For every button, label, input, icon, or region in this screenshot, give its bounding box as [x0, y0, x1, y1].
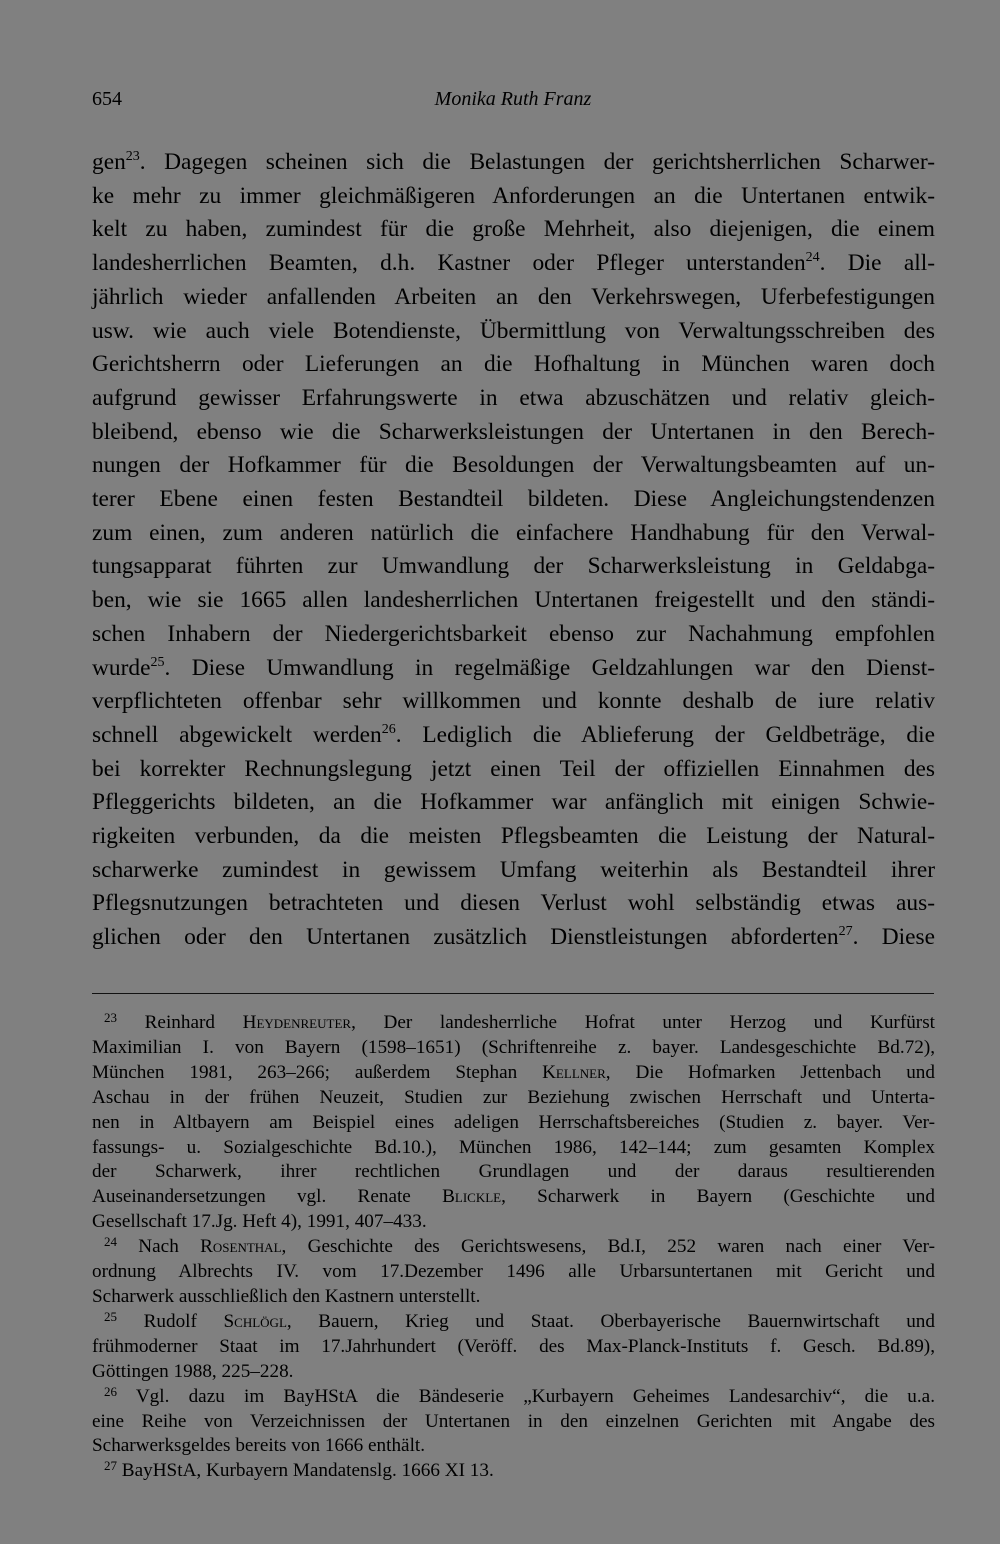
footnote-line — [92, 1185, 935, 1210]
footnote-line — [92, 1210, 935, 1235]
page-header — [92, 88, 934, 118]
footnote-number: 27 — [104, 1458, 117, 1474]
footnote-ref: 26 — [381, 721, 396, 737]
body-line: terer Ebene einen festen Bestandteil bildeten. Diese Angleichungstendenzen — [92, 486, 935, 513]
footnote-text: München 1981, 263–266; außerdem Stephan — [92, 1061, 543, 1083]
body-line: tungsapparat führten zur Umwandlung der Scharwerksleistung in Geldabga- — [92, 553, 935, 580]
footnote-line — [92, 1235, 935, 1260]
footnote-ref: 23 — [125, 149, 140, 164]
footnote-line — [92, 1434, 935, 1459]
footnote-text: , Geschichte des Gerichtswesens, Bd.I, 252 waren nach einer Ver- — [281, 1236, 936, 1258]
body-line — [92, 146, 935, 180]
footnote-text: Scharwerk ausschließlich den Kastnern unterstellt. — [92, 1285, 481, 1307]
body-text: glichen oder den Untertanen zusätzlich Dienstleistungen abforderten — [92, 924, 839, 951]
footnote-text: Gesellschaft 17.Jg. Heft 4), 1991, 407–433. — [92, 1211, 427, 1233]
footnote-text: Aschau in der frühen Neuzeit, Studien zur Beziehung zwischen Herrschaft und Unterta- — [92, 1086, 935, 1108]
body-line: bei korrekter Rechnungslegung jetzt einen Teil der offiziellen Einnahmen des — [92, 755, 935, 782]
footnote-number: 23 — [104, 1010, 117, 1025]
body-line: zum einen, zum anderen natürlich die einfachere Handhabung für den Verwal- — [92, 519, 935, 546]
body-line: verpflichteten offenbar sehr willkommen und konnte deshalb de iure relativ — [92, 688, 935, 715]
footnote-text: , Bauern, Krieg und Staat. Oberbayerische Bauernwirtschaft und — [286, 1310, 935, 1332]
body-text: gen — [92, 149, 126, 175]
body-line: schen Inhabern der Niedergerichtsbarkeit ebenso zur Nachahmung empfohlen — [92, 620, 935, 647]
author-name: Heydenreuter — [242, 1012, 352, 1033]
body-line: scharwerke zumindest in gewissem Umfang weiterhin als Bestandteil ihrer — [92, 856, 935, 883]
footnote-line — [92, 1360, 935, 1385]
footnote-line — [92, 1111, 935, 1136]
footnote-line — [92, 1410, 935, 1435]
running-head: Monika Ruth Franz — [434, 88, 592, 110]
author-name: Blickle — [442, 1186, 502, 1208]
body-line: kelt zu haben, zumindest für die große Mehrheit, also diejenigen, die einem — [92, 216, 935, 243]
page-number: 654 — [92, 88, 122, 110]
footnote-text: , Scharwerk in Bayern (Geschichte und — [501, 1186, 935, 1208]
footnote-text: eine Reihe von Verzeichnissen der Untertanen in den einzelnen Gerichten mit Angabe des — [92, 1410, 935, 1432]
footnote-text: BayHStA, Kurbayern Mandatenslg. 1666 XI 13. — [117, 1460, 494, 1482]
footnote-text: fassungs- u. Sozialgeschichte Bd.10.), München 1986, 142–144; zum gesamten Komplex — [92, 1136, 935, 1158]
body-line: Pflegsnutzungen betrachteten und diesen Verlust wohl selbständig etwas aus- — [92, 890, 935, 917]
body-line — [92, 652, 935, 686]
footnote-text: Maximilian I. von Bayern (1598–1651) (Schriftenreihe z. bayer. Landesgeschichte Bd.72), — [92, 1036, 935, 1058]
footnote-text: Reinhard — [117, 1012, 243, 1033]
body-line: Gerichtsherrn oder Lieferungen an die Hofhaltung in München waren doch — [92, 351, 935, 378]
body-text: . Dagegen scheinen sich die Belastungen der gerichtsherrlichen Scharwer- — [139, 149, 935, 175]
body-text: . Diese — [852, 924, 936, 951]
footnote-line — [92, 1061, 935, 1086]
footnote-text: Göttingen 1988, 225–228. — [92, 1360, 294, 1382]
footnote-line — [92, 1459, 935, 1484]
footnote-text: nen in Altbayern am Beispiel eines adeligen Herrschaftsbereiches (Studien z. bayer. Ver- — [92, 1111, 935, 1133]
footnote-text: Vgl. dazu im BayHStA die Bändeserie „Kurbayern Geheimes Landesarchiv“, die u.a. — [117, 1385, 935, 1407]
footnote-number: 24 — [104, 1234, 117, 1250]
body-text: wurde — [92, 654, 151, 681]
body-text: . Diese Umwandlung in regelmäßige Geldzahlungen war den Dienst- — [164, 654, 935, 681]
body-line: aufgrund gewisser Erfahrungswerte in etwa abzuschätzen und relativ gleich- — [92, 384, 935, 411]
footnote-ref: 27 — [838, 924, 853, 940]
body-text: . Lediglich die Ablieferung der Geldbeträge, die — [395, 721, 935, 748]
body-line: ben, wie sie 1665 allen landesherrlichen Untertanen freigestellt und den ständi- — [92, 587, 935, 614]
footnote-rule — [92, 993, 934, 994]
footnote-ref: 25 — [150, 654, 165, 670]
body-line: nungen der Hofkammer für die Besoldungen der Verwaltungsbeamten auf un- — [92, 452, 935, 479]
footnote-text: Nach — [117, 1236, 201, 1258]
footnote-line — [92, 1335, 935, 1360]
footnote-text: ordnung Albrechts IV. vom 17.Dezember 1496 alle Urbarsuntertanen mit Gericht und — [92, 1261, 935, 1283]
footnote-number: 26 — [104, 1383, 117, 1399]
body-text: schnell abgewickelt werden — [92, 721, 382, 748]
body-text: . Die all- — [819, 250, 935, 277]
footnote-line — [92, 1310, 935, 1335]
footnote-text: frühmoderner Staat im 17.Jahrhundert (Veröff. des Max-Planck-Instituts f. Gesch. Bd.89), — [92, 1335, 935, 1357]
body-line — [92, 247, 935, 281]
footnote-text: Rudolf — [117, 1310, 224, 1332]
footnotes — [92, 1011, 935, 1484]
body-line — [92, 921, 935, 955]
author-name: Rosenthal — [200, 1236, 282, 1258]
footnote-text: Scharwerksgeldes bereits von 1666 enthält. — [92, 1435, 426, 1457]
footnote-text: , Die Hofmarken Jettenbach und — [605, 1061, 935, 1083]
footnote-line — [92, 1011, 935, 1036]
footnote-text: , Der landesherrliche Hofrat unter Herzog und Kurfürst — [351, 1012, 935, 1033]
body-line: bleibend, ebenso wie die Scharwerksleistungen der Untertanen in den Berech- — [92, 418, 935, 445]
footnote-text: Auseinandersetzungen vgl. Renate — [92, 1186, 443, 1208]
footnote-ref: 24 — [805, 250, 820, 266]
author-name: Schlögl — [223, 1310, 287, 1332]
footnote-line — [92, 1385, 935, 1410]
footnote-line — [92, 1036, 935, 1061]
footnote-line — [92, 1160, 935, 1185]
footnote-line — [92, 1285, 935, 1310]
body-line: rigkeiten verbunden, da die meisten Pflegsbeamten die Leistung der Natural- — [92, 823, 935, 850]
footnote-line — [92, 1260, 935, 1285]
author-name: Kellner — [542, 1061, 606, 1083]
footnote-text: der Scharwerk, ihrer rechtlichen Grundlagen und der daraus resultierenden — [92, 1161, 935, 1183]
main-text — [92, 146, 935, 955]
footnote-line — [92, 1136, 935, 1161]
footnote-line — [92, 1086, 935, 1111]
body-line: jährlich wieder anfallenden Arbeiten an den Verkehrswegen, Uferbefestigungen — [92, 283, 935, 310]
body-line: Pfleggerichts bildeten, an die Hofkammer war anfänglich mit einigen Schwie- — [92, 789, 935, 816]
body-line: ke mehr zu immer gleichmäßigeren Anforderungen an die Untertanen entwik- — [92, 182, 935, 209]
footnote-number: 25 — [104, 1308, 117, 1324]
body-line: usw. wie auch viele Botendienste, Übermittlung von Verwaltungsschreiben des — [92, 317, 935, 344]
body-text: landesherrlichen Beamten, d.h. Kastner oder Pfleger unterstanden — [92, 250, 806, 277]
body-line — [92, 719, 935, 753]
